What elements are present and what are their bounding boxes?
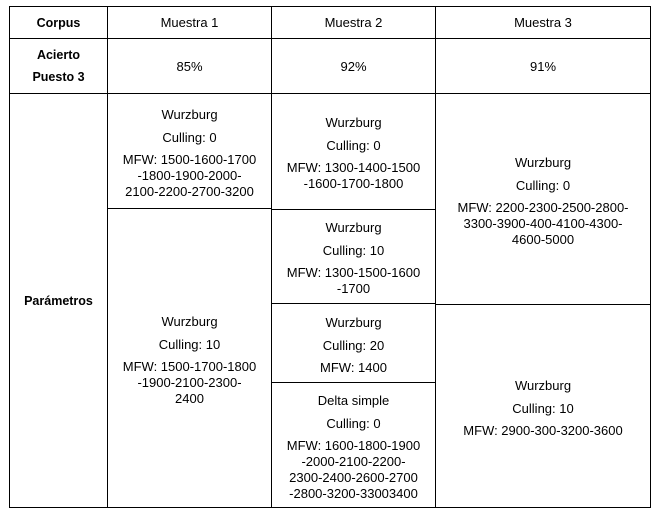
accuracy-muestra-2: 92% — [340, 58, 367, 74]
m2-param-4: Delta simple Culling: 0 MFW: 1600-1800-1900 -2000-2100-2200- 2300-2400-2600-2700 -2800-3200-33003400 — [286, 392, 421, 501]
m2-param-3: Wurzburg Culling: 20 MFW: 1400 — [320, 314, 387, 375]
accuracy-muestra-1: 85% — [176, 58, 203, 74]
header-muestra-2: Muestra 2 — [324, 14, 383, 30]
m2-param-2: Wurzburg Culling: 10 MFW: 1300-1500-1600 -1700 — [286, 220, 421, 296]
header-muestra-1: Muestra 1 — [160, 14, 219, 30]
results-table — [9, 6, 651, 508]
accuracy-label: Acierto Puesto 3 — [32, 48, 85, 84]
m1-param-1: Wurzburg Culling: 0 MFW: 1500-1600-1700 -1800-1900-2000- 2100-2200-2700-3200 — [122, 106, 257, 199]
m3-param-1: Wurzburg Culling: 0 MFW: 2200-2300-2500-2800- 3300-3900-400-4100-4300- 4600-5000 — [457, 154, 629, 247]
header-corpus: Corpus — [36, 15, 81, 30]
m1-param-2: Wurzburg Culling: 10 MFW: 1500-1700-1800 -1900-2100-2300- 2400 — [122, 313, 257, 406]
accuracy-muestra-3: 91% — [529, 58, 557, 74]
m3-param-2: Wurzburg Culling: 10 MFW: 2900-300-3200-3600 — [463, 377, 623, 438]
parameters-label: Parámetros — [24, 293, 93, 308]
header-muestra-3: Muestra 3 — [514, 14, 572, 30]
m2-param-1: Wurzburg Culling: 0 MFW: 1300-1400-1500 -1600-1700-1800 — [286, 115, 421, 191]
